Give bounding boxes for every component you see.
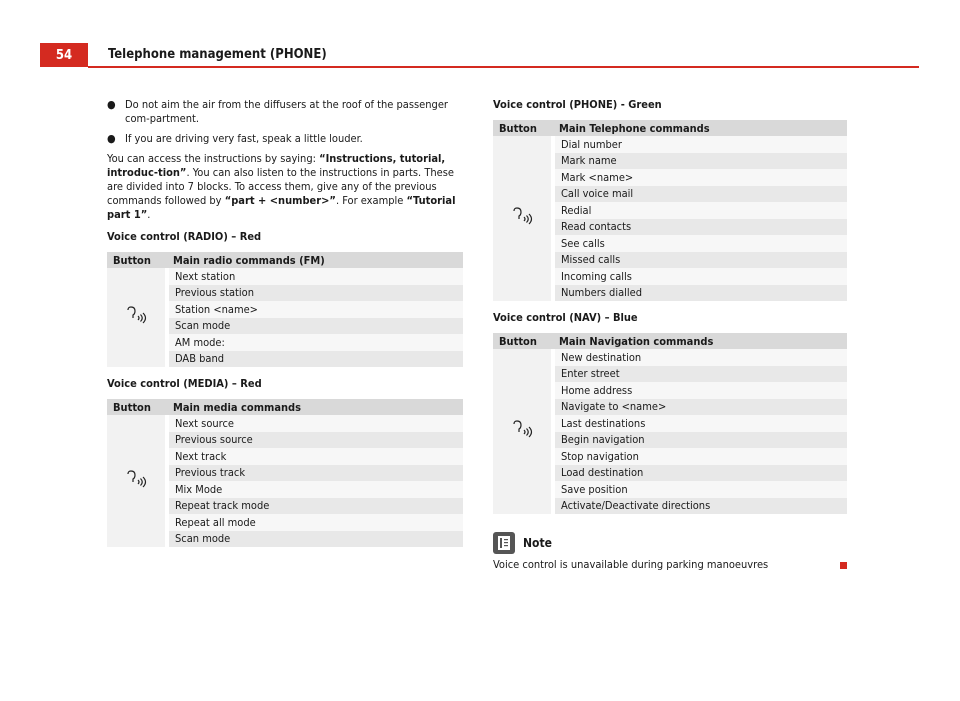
phone-commands-table [493,120,847,301]
table-row [107,415,463,432]
media-commands-table [107,399,463,547]
note-text: Voice control is unavailable during parking manoeuvres [493,558,769,571]
header-rule [88,66,919,68]
column-header-button: Button [493,333,553,349]
command-cell: New destination [553,349,847,366]
right-column [493,98,847,572]
command-cell: Redial [553,202,847,219]
command-cell: AM mode: [167,334,463,351]
bullet-dot: ● [107,132,116,145]
voice-button-cell [107,415,167,547]
command-cell: Repeat all mode [167,514,463,531]
voice-button-cell [493,349,553,514]
command-cell: Mark name [553,153,847,170]
command-cell: Scan mode [167,318,463,335]
intro-command: “part + <number>” [224,194,336,207]
column-header-commands: Main media commands [167,399,463,415]
note-book-icon [493,532,515,554]
note-title: Note [523,536,552,550]
column-header-button: Button [107,252,167,268]
note-header [493,532,847,554]
table-header-row [493,120,847,136]
intro-paragraph [107,152,463,222]
bullet-item [107,132,463,146]
intro-text: . You can also listen to the instructions in parts. These are divided into 7 blocks. To access them, give any of the previous commands followed by [107,166,454,207]
bullet-text: Do not aim the air from the diffusers at the roof of the passenger com-partment. [125,98,448,125]
voice-button-cell [107,268,167,367]
command-cell: Save position [553,481,847,498]
phone-section-title: Voice control (PHONE) - Green [493,98,662,111]
bullet-item [107,98,463,126]
command-cell: Previous station [167,285,463,302]
nav-section-title: Voice control (NAV) – Blue [493,311,638,324]
command-cell: Repeat track mode [167,498,463,515]
command-cell: Enter street [553,366,847,383]
command-cell: Read contacts [553,219,847,236]
table-row [107,268,463,285]
command-cell: Mix Mode [167,481,463,498]
bullet-text: If you are driving very fast, speak a little louder. [125,132,363,145]
radio-commands-table [107,252,463,367]
table-row [493,136,847,153]
command-cell: Scan mode [167,531,463,548]
media-section-title: Voice control (MEDIA) – Red [107,377,262,390]
voice-button-cell [493,136,553,301]
command-cell: See calls [553,235,847,252]
voice-control-icon [125,470,147,490]
page-title: Telephone management (PHONE) [108,47,327,62]
radio-section-title: Voice control (RADIO) – Red [107,230,262,243]
intro-text: . For example [335,194,407,207]
bullet-dot: ● [107,98,116,111]
command-cell: DAB band [167,351,463,368]
command-cell: Previous track [167,465,463,482]
column-header-commands: Main radio commands (FM) [167,252,463,268]
voice-control-icon [511,207,533,227]
intro-text: You can access the instructions by saying: [107,152,320,165]
voice-control-icon [125,306,147,326]
command-cell: Last destinations [553,415,847,432]
command-cell: Incoming calls [553,268,847,285]
intro-text: . [147,208,151,221]
column-header-commands: Main Telephone commands [553,120,847,136]
left-column [107,98,463,557]
voice-control-icon [511,420,533,440]
command-cell: Call voice mail [553,186,847,203]
end-marker [840,562,847,569]
table-header-row [107,252,463,268]
command-cell: Previous source [167,432,463,449]
command-cell: Next track [167,448,463,465]
table-row [493,349,847,366]
command-cell: Dial number [553,136,847,153]
command-cell: Load destination [553,465,847,482]
command-cell: Next station [167,268,463,285]
command-cell: Missed calls [553,252,847,269]
command-cell: Begin navigation [553,432,847,449]
page-number: 54 [40,43,88,67]
command-cell: Home address [553,382,847,399]
command-cell: Stop navigation [553,448,847,465]
column-header-button: Button [107,399,167,415]
column-header-commands: Main Navigation commands [553,333,847,349]
command-cell: Navigate to <name> [553,399,847,416]
column-header-button: Button [493,120,553,136]
command-cell: Next source [167,415,463,432]
intro-command: “Tutorial part 1” [107,194,456,221]
intro-command: “Instructions, tutorial, introduc-tion” [107,152,446,179]
command-cell: Numbers dialled [553,285,847,302]
table-header-row [493,333,847,349]
command-cell: Mark <name> [553,169,847,186]
note-body [493,558,847,572]
command-cell: Activate/Deactivate directions [553,498,847,515]
nav-commands-table [493,333,847,514]
command-cell: Station <name> [167,301,463,318]
table-header-row [107,399,463,415]
